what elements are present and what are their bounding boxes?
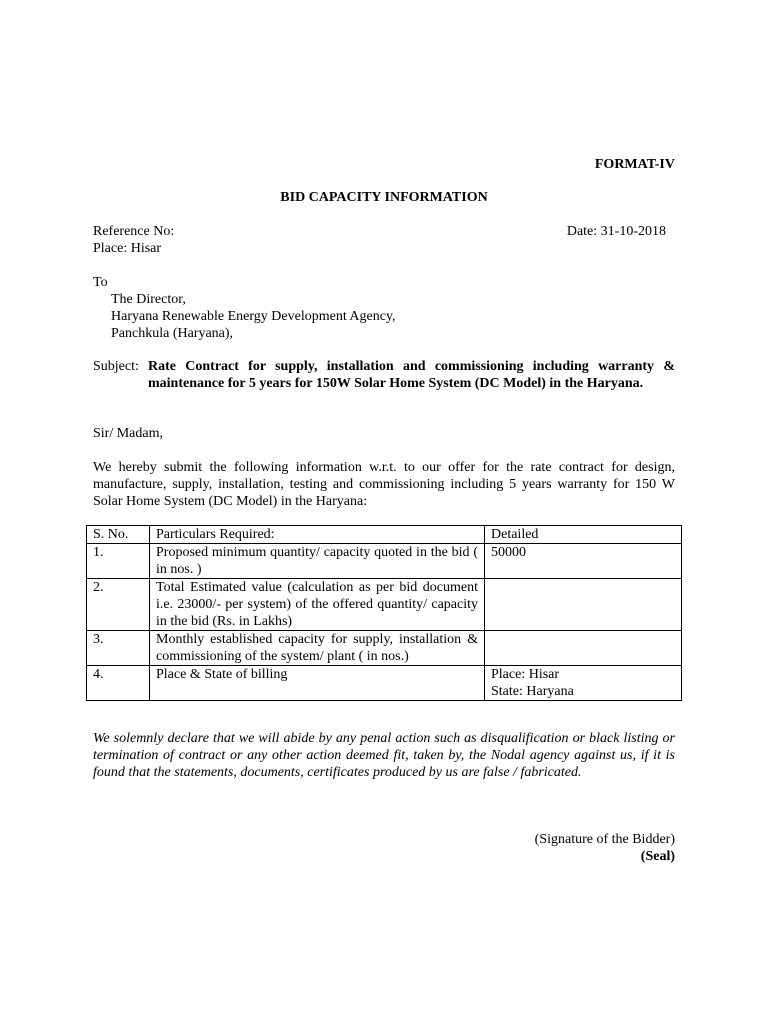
address-line: Haryana Renewable Energy Development Agency, <box>111 309 396 324</box>
table-header-sno: S. No. <box>87 526 150 544</box>
intro-paragraph: We hereby submit the following information w.r.t. to our offer for the rate contract for design, manufacture, supply, installation, testing and commissioning including 5 years warranty for 150 W Solar Home System (DC Model) in the Haryana: <box>93 460 675 509</box>
table-cell-detail <box>485 666 682 701</box>
table-cell-particulars: Place & State of billing <box>150 666 485 701</box>
table-row <box>87 544 682 579</box>
addressee-to: To <box>93 275 108 290</box>
table-header-particulars: Particulars Required: <box>150 526 485 544</box>
subject-block <box>93 358 675 392</box>
table-header-row <box>87 526 682 544</box>
billing-state: State: Haryana <box>491 684 574 699</box>
table-cell-detail <box>485 579 682 631</box>
subject-label: Subject: <box>93 359 139 374</box>
subject-text: Rate Contract for supply, installation and commissioning including warranty & maintenance for 5 years for 150W Solar Home System (DC Model) in the Haryana. <box>148 359 675 391</box>
address-line: The Director, <box>111 292 186 307</box>
table-cell-detail <box>485 631 682 666</box>
seal-label: (Seal) <box>640 849 675 864</box>
table-cell-particulars: Monthly established capacity for supply, installation & commissioning of the system/ plant ( in nos.) <box>150 631 485 666</box>
table-header-detailed: Detailed <box>485 526 682 544</box>
salutation: Sir/ Madam, <box>93 426 163 441</box>
table-cell-sno: 2. <box>87 579 150 631</box>
document-place: Place: Hisar <box>93 241 162 256</box>
format-id: FORMAT-IV <box>594 157 675 172</box>
address-line: Panchkula (Haryana), <box>111 326 234 341</box>
table-row <box>87 666 682 701</box>
document-title: BID CAPACITY INFORMATION <box>280 190 488 205</box>
billing-place: Place: Hisar <box>491 667 560 682</box>
table-cell-detail: 50000 <box>485 544 682 579</box>
table-cell-sno: 4. <box>87 666 150 701</box>
bid-capacity-table <box>86 525 682 701</box>
reference-label: Reference No: <box>93 224 175 239</box>
table-row <box>87 631 682 666</box>
table-cell-sno: 3. <box>87 631 150 666</box>
table-row <box>87 579 682 631</box>
table-cell-sno: 1. <box>87 544 150 579</box>
document-date: Date: 31-10-2018 <box>566 224 666 239</box>
declaration-paragraph: We solemnly declare that we will abide by any penal action such as disqualification or black listing or termination of contract or any other action deemed fit, taken by, the Nodal agency against us, if it is found that the statements, documents, certificates produced by us are false / fabricated. <box>93 731 675 780</box>
signature-label: (Signature of the Bidder) <box>534 832 675 847</box>
table-cell-particulars: Total Estimated value (calculation as per bid document i.e. 23000/- per system) of the offered quantity/ capacity in the bid (Rs. in Lakhs) <box>150 579 485 631</box>
table-cell-particulars: Proposed minimum quantity/ capacity quoted in the bid ( in nos. ) <box>150 544 485 579</box>
